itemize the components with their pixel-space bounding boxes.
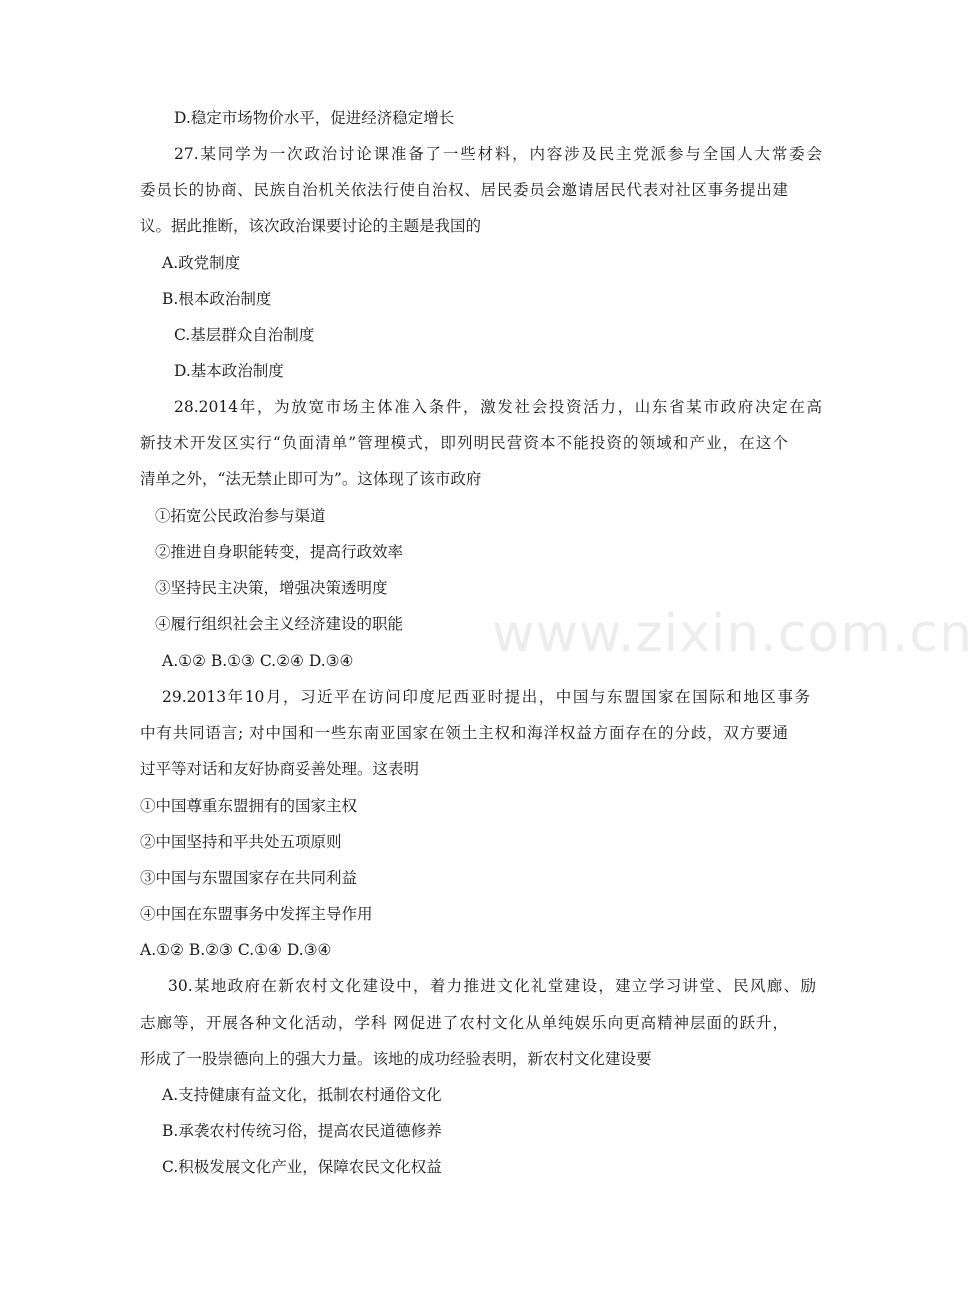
text-line: 议。据此推断，该次政治课要讨论的主题是我国的 [140, 217, 482, 235]
text-line: ③中国与东盟国家存在共同利益 [140, 869, 358, 887]
text-line: ④履行组织社会主义经济建设的职能 [155, 615, 404, 633]
text-line: A.①② B.②③ C.①④ D.③④ [140, 941, 332, 959]
text-line: ①拓宽公民政治参与渠道 [155, 507, 326, 525]
text-line: D.稳定市场物价水平，促进经济稳定增长 [174, 109, 455, 127]
text-line: A.政党制度 [162, 254, 241, 272]
text-line: ①中国尊重东盟拥有的国家主权 [140, 797, 358, 815]
text-line: D.基本政治制度 [174, 362, 284, 380]
text-line: 30.某地政府在新农村文化建设中，着力推进文化礼堂建设，建立学习讲堂、民风廊、励 [168, 977, 816, 995]
text-line: 新技术开发区实行“负面清单”管理模式，即列明民营资本不能投资的领域和产业，在这个 [140, 434, 788, 452]
text-line: 29.2013年10月，习近平在访问印度尼西亚时提出，中国与东盟国家在国际和地区事务 [162, 688, 810, 706]
text-line: 28.2014年，为放宽市场主体准入条件，激发社会投资活力，山东省某市政府决定在高 [174, 398, 822, 416]
text-line: ④中国在东盟事务中发挥主导作用 [140, 905, 373, 923]
text-line: 委员长的协商、民族自治机关依法行使自治权、居民委员会邀请居民代表对社区事务提出建 [140, 181, 788, 199]
text-line: 志廊等，开展各种文化活动，学科 网促进了农村文化从单纯娱乐向更高精神层面的跃升， [140, 1014, 788, 1032]
text-line: B.承袭农村传统习俗，提高农民道德修养 [162, 1122, 442, 1140]
text-line: ②中国坚持和平共处五项原则 [140, 833, 342, 851]
text-line: 清单之外，“法无禁止即可为”。这体现了该市政府 [140, 470, 482, 488]
text-line: A.支持健康有益文化，抵制农村通俗文化 [162, 1086, 442, 1104]
text-line: 27.某同学为一次政治讨论课准备了一些材料，内容涉及民主党派参与全国人大常委会 [174, 145, 822, 163]
text-line: A.①② B.①③ C.②④ D.③④ [162, 652, 354, 670]
text-line: B.根本政治制度 [162, 290, 272, 308]
watermark: www.zixin.com.cn [492, 604, 973, 664]
text-line: 过平等对话和友好协商妥善处理。这表明 [140, 760, 420, 778]
text-line: ②推进自身职能转变，提高行政效率 [155, 543, 404, 561]
text-line: C.积极发展文化产业，保障农民文化权益 [162, 1158, 442, 1176]
text-line: ③坚持民主决策，增强决策透明度 [155, 579, 388, 597]
text-line: 中有共同语言; 对中国和一些东南亚国家在领土主权和海洋权益方面存在的分歧，双方要通 [140, 724, 788, 742]
text-line: 形成了一股崇德向上的强大力量。该地的成功经验表明，新农村文化建设要 [140, 1050, 652, 1068]
text-line: C.基层群众自治制度 [174, 326, 315, 344]
